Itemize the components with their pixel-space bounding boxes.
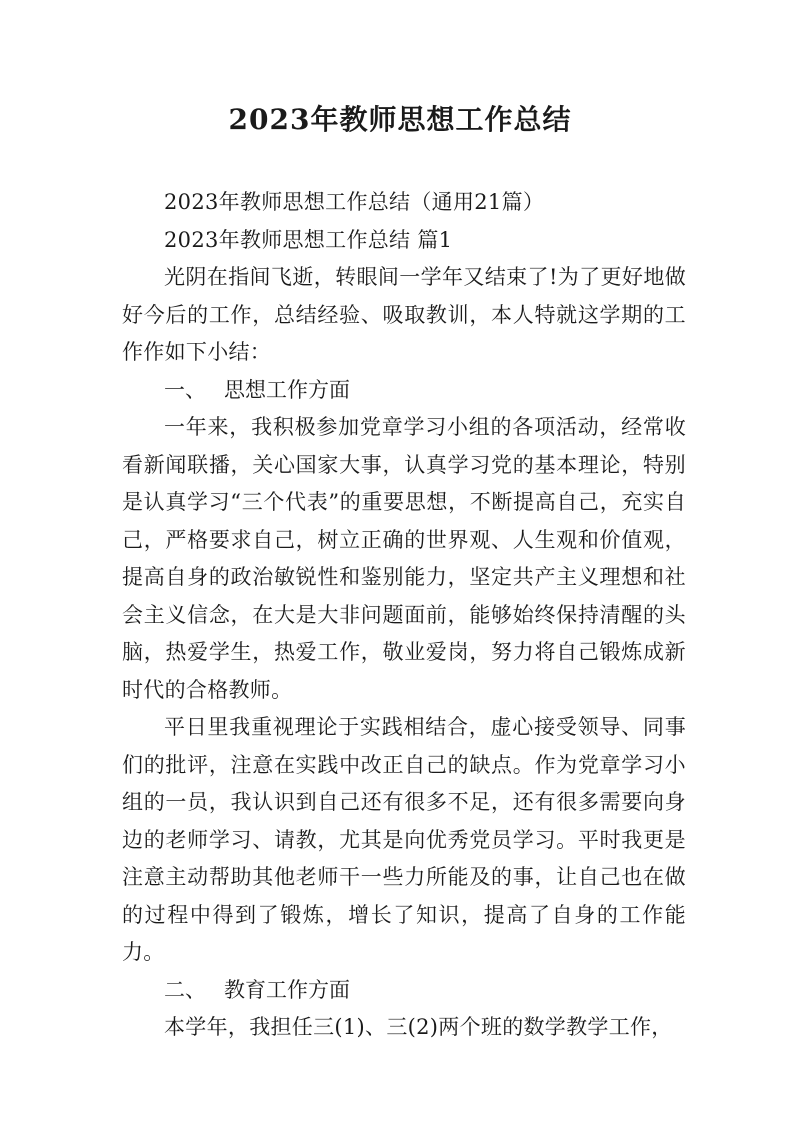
document-body [122, 184, 686, 1047]
intro-paragraph: 光阴在指间飞逝，转眼间一学年又结束了!为了更好地做好今后的工作，总结经验、吸取教训，本人特就这学期的工作作如下小结： [122, 265, 686, 364]
section-heading-1 [122, 372, 686, 410]
section-title: 教育工作方面 [224, 977, 350, 1002]
section2-paragraph: 本学年，我担任三(1)、三(2)两个班的数学教学工作， [164, 1015, 673, 1039]
section-title: 思想工作方面 [224, 377, 350, 402]
section-heading-2 [122, 972, 686, 1010]
section1-paragraph: 平日里我重视理论于实践相结合，虚心接受领导、同事们的批评，注意在实践中改正自己的缺点。作为党章学习小组的一员，我认识到自己还有很多不足，还有很多需要向身边的老师学习、请教，尤其是向优秀党员学习。平时我更是注意主动帮助其他老师干一些力所能及的事，让自己也在做的过程中得到了锻炼，增长了知识，提高了自身的工作能力。 [122, 715, 686, 964]
section-number: 二、 [164, 977, 206, 1002]
piece-heading: 2023年教师思想工作总结 篇1 [164, 227, 453, 252]
section-number: 一、 [164, 377, 206, 402]
document-subtitle: 2023年教师思想工作总结（通用21篇） [164, 190, 545, 214]
section1-paragraph: 一年来，我积极参加党章学习小组的各项活动，经常收看新闻联播，关心国家大事，认真学习党的基本理论，特别是认真学习“三个代表”的重要思想，不断提高自己，充实自己，严格要求自己，树立正确的世界观、人生观和价值观，提高自身的政治敏锐性和鉴别能力，坚定共产主义理想和社会主义信念，在大是大非问题面前，能够始终保持清醒的头脑，热爱学生，热爱工作，敬业爱岗，努力将自己锻炼成新时代的合格教师。 [122, 415, 686, 702]
document-title: 2023年教师思想工作总结 [228, 103, 572, 136]
